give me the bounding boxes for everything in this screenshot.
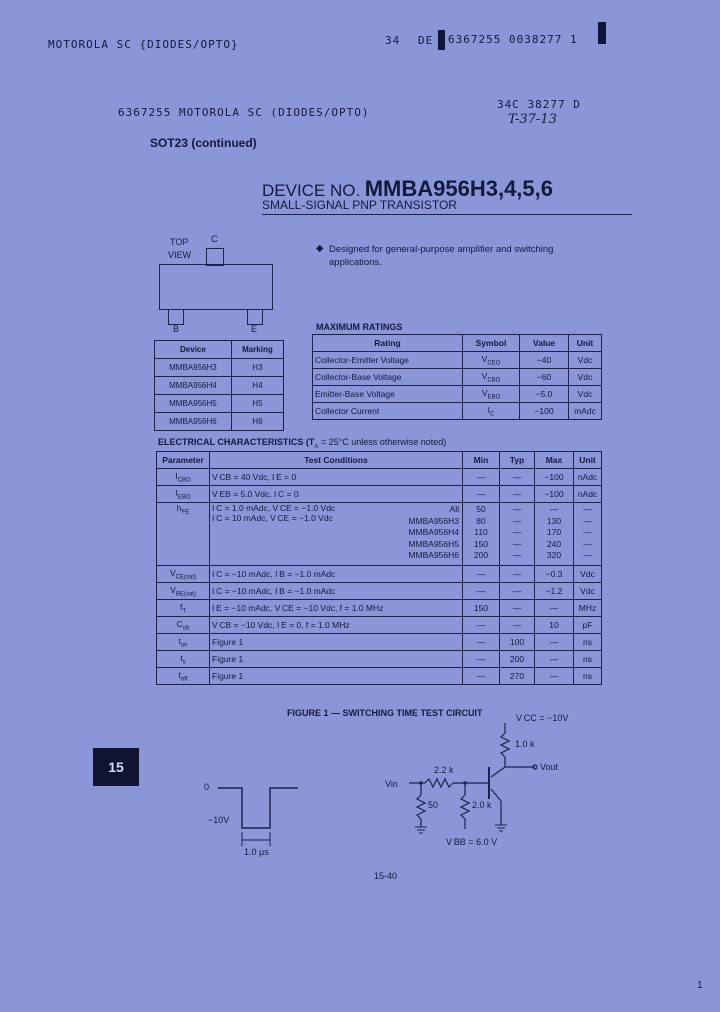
table-row <box>157 651 602 668</box>
condition-cell: V EB = 5.0 Vdc, I C = 0 <box>210 486 463 503</box>
marking-cell: H6 <box>231 413 283 431</box>
unit-cell: ns <box>574 634 602 651</box>
typ-cell: — <box>500 583 535 600</box>
section-label: SOT23 (continued) <box>150 136 257 150</box>
unit-cell: Vdc <box>569 386 602 403</box>
param-cell: $C_{ob}$ <box>157 617 210 634</box>
column-header: Unit <box>569 335 602 352</box>
marking-cell: H3 <box>231 359 283 377</box>
waveform-zero-label: 0 <box>204 782 210 792</box>
header-stamp-line2-right: 34C 38277 D <box>497 98 581 111</box>
table-row <box>157 583 602 600</box>
device-cell: MMBA956H5 <box>155 395 232 413</box>
unit-cell: Vdc <box>569 352 602 369</box>
hfe-label: All <box>449 504 459 514</box>
electrical-title: ELECTRICAL CHARACTERISTICS ($T_A = 25^\circ C$ unless otherwise noted) <box>158 437 447 450</box>
param-cell: $h_{FE}$ <box>157 503 210 566</box>
table-row <box>313 403 602 420</box>
param-cell: $I_{CBO}$ <box>157 469 210 486</box>
hfe-label: MMBA956H5 <box>408 538 459 549</box>
marking-cell: H5 <box>231 395 283 413</box>
typ-cell: 270 <box>500 668 535 685</box>
max-cell: — <box>535 634 574 651</box>
column-header: Rating <box>313 335 463 352</box>
corner-mark: 1 <box>697 980 703 991</box>
table-row <box>313 386 602 403</box>
vbb-label: V BB = 6.0 V <box>446 837 498 847</box>
r2-label: 2.2 k <box>434 765 454 775</box>
column-header: Unit <box>574 452 602 469</box>
hfe-label: MMBA956H4 <box>408 527 459 537</box>
vout-label: Vout <box>540 762 559 772</box>
condition-cell: Figure 1 <box>210 634 463 651</box>
switching-circuit <box>395 715 595 855</box>
typ-cell: 100 <box>500 634 535 651</box>
r1-label: 1.0 k <box>515 739 535 749</box>
ground-icon <box>415 827 427 833</box>
param-cell: $t_{off}$ <box>157 668 210 685</box>
param-cell: $V_{CE(sat)}$ <box>157 566 210 583</box>
top-label: TOP <box>170 237 189 247</box>
min-cell: — <box>463 583 500 600</box>
table-header-row <box>157 452 602 469</box>
symbol-cell: $V_{EBO}$ <box>463 386 520 403</box>
column-header: Test Conditions <box>210 452 463 469</box>
junction-node <box>463 781 467 785</box>
min-cell: — <box>463 566 500 583</box>
page-number: 15-40 <box>374 871 398 881</box>
header-stamp-code: 6367255 0038277 1 <box>448 33 578 46</box>
condition-cell: Figure 1 <box>210 668 463 685</box>
min-cell: 150 <box>463 600 500 617</box>
title-rule <box>262 214 632 215</box>
table-row <box>157 469 602 486</box>
marking-cell: H4 <box>231 377 283 395</box>
min-cell: 50 80 110 150 200 <box>463 503 500 566</box>
condition-cell: I E = −10 mAdc, V CE = −10 Vdc, f = 1.0 MHz <box>210 600 463 617</box>
condition-cell: Figure 1 <box>210 651 463 668</box>
transistor-collector <box>491 767 505 777</box>
r1-resistor <box>501 733 509 757</box>
pulse-trace <box>218 788 298 828</box>
table-row <box>155 377 284 395</box>
condition-cell: I C = −10 mAdc, I B = −1.0 mAdc <box>210 583 463 600</box>
transistor-emitter <box>491 789 501 801</box>
unit-cell: nAdc <box>574 486 602 503</box>
table-row <box>313 369 602 386</box>
device-cell: MMBA956H4 <box>155 377 232 395</box>
column-header: Marking <box>231 341 283 359</box>
max-cell: −0.3 <box>535 566 574 583</box>
unit-cell: Vdc <box>574 566 602 583</box>
table-row <box>155 413 284 431</box>
condition-line: I C = 1.0 mAdc, V CE = −1.0 Vdc <box>212 503 336 513</box>
unit-cell: mAdc <box>569 403 602 420</box>
vin-label: Vin <box>385 779 398 789</box>
unit-cell: Vdc <box>569 369 602 386</box>
marking-table <box>154 340 284 431</box>
pin-e <box>247 309 263 325</box>
table-row <box>157 566 602 583</box>
value-cell: −5.0 <box>520 386 569 403</box>
column-header: Device <box>155 341 232 359</box>
typ-cell: — <box>500 486 535 503</box>
figure-caption: FIGURE 1 — SWITCHING TIME TEST CIRCUIT <box>287 708 483 718</box>
pulse-width-label: 1.0 μs <box>244 847 269 857</box>
unit-cell: ns <box>574 651 602 668</box>
param-cell: $f_T$ <box>157 600 210 617</box>
unit-cell: ns <box>574 668 602 685</box>
symbol-cell: $I_C$ <box>463 403 520 420</box>
condition-cell <box>210 503 463 566</box>
table-row <box>157 486 602 503</box>
symbol-cell: $V_{CEO}$ <box>463 352 520 369</box>
condition-line: I C = 10 mAdc, V CE = −1.0 Vdc <box>212 513 333 523</box>
r3-resistor <box>417 795 425 819</box>
hfe-label: MMBA956H6 <box>408 550 459 560</box>
description-text: Designed for general-purpose amplifier and switching applications. <box>329 244 554 268</box>
header-stamp-de: DE <box>418 34 434 47</box>
typ-cell: — <box>500 469 535 486</box>
pin-c-label: C <box>211 234 218 244</box>
param-cell: $t_s$ <box>157 651 210 668</box>
min-cell: — <box>463 651 500 668</box>
header-mark-bar <box>598 22 606 44</box>
symbol-cell: $V_{CBO}$ <box>463 369 520 386</box>
device-subtitle: SMALL-SIGNAL PNP TRANSISTOR <box>262 198 457 212</box>
r4-resistor <box>461 795 469 819</box>
max-cell: 10 <box>535 617 574 634</box>
min-cell: — <box>463 634 500 651</box>
pin-e-label: E <box>251 324 258 334</box>
unit-cell: pF <box>574 617 602 634</box>
junction-node <box>419 781 423 785</box>
param-cell: $V_{BE(sat)}$ <box>157 583 210 600</box>
table-row <box>313 352 602 369</box>
handwritten-code: T-37-13 <box>508 112 557 127</box>
part-number: MMBA956H3,4,5,6 <box>364 176 554 201</box>
table-row <box>157 668 602 685</box>
table-header-row <box>313 335 602 352</box>
header-stamp-line2: 6367255 MOTOROLA SC (DIODES/OPTO) <box>118 106 370 119</box>
ground-icon <box>495 825 507 831</box>
r4-label: 2.0 k <box>472 800 492 810</box>
value-cell: −60 <box>520 369 569 386</box>
view-label: VIEW <box>168 250 192 260</box>
vcc-label: V CC = −10V <box>516 713 569 723</box>
column-header: Symbol <box>463 335 520 352</box>
value-cell: −40 <box>520 352 569 369</box>
typ-cell: — <box>500 566 535 583</box>
value-cell: −100 <box>520 403 569 420</box>
param-cell: $I_{EBO}$ <box>157 486 210 503</box>
table-row <box>157 600 602 617</box>
table-header-row <box>155 341 284 359</box>
table-row <box>155 395 284 413</box>
rating-cell: Collector-Emitter Voltage <box>313 352 463 369</box>
max-cell: — <box>535 668 574 685</box>
max-ratings-title: MAXIMUM RATINGS <box>316 322 403 332</box>
min-cell: — <box>463 668 500 685</box>
table-row <box>157 634 602 651</box>
device-label: DEVICE NO. <box>262 181 361 200</box>
table-row <box>155 359 284 377</box>
hfe-device-labels <box>408 504 459 562</box>
pin-b-label: B <box>173 324 180 334</box>
r2-resistor <box>425 779 453 787</box>
rating-cell: Collector Current <box>313 403 463 420</box>
hfe-label: MMBA956H3 <box>408 515 459 526</box>
section-tab: 15 <box>93 748 139 786</box>
condition-cell: V CB = −10 Vdc, I E = 0, f = 1.0 MHz <box>210 617 463 634</box>
param-cell: $t_{on}$ <box>157 634 210 651</box>
rating-cell: Collector-Base Voltage <box>313 369 463 386</box>
max-cell: — 130 170 240 320 <box>535 503 574 566</box>
column-header: Parameter <box>157 452 210 469</box>
header-stamp-left: MOTOROLA SC {DIODES/OPTO} <box>48 38 239 51</box>
header-mark-bar <box>438 30 445 50</box>
rating-cell: Emitter-Base Voltage <box>313 386 463 403</box>
max-cell: −1.2 <box>535 583 574 600</box>
unit-cell: — — — — — <box>574 503 602 566</box>
unit-cell: Vdc <box>574 583 602 600</box>
header-stamp-num: 34 <box>385 34 401 47</box>
column-header: Value <box>520 335 569 352</box>
typ-cell: — <box>500 600 535 617</box>
column-header: Min <box>463 452 500 469</box>
column-header: Max <box>535 452 574 469</box>
package-body <box>159 264 273 310</box>
min-cell: — <box>463 617 500 634</box>
typ-cell: 200 <box>500 651 535 668</box>
device-cell: MMBA956H3 <box>155 359 232 377</box>
pin-b <box>168 309 184 325</box>
r3-label: 50 <box>428 800 439 810</box>
table-row <box>157 503 602 566</box>
typ-cell: — — — — — <box>500 503 535 566</box>
max-cell: −100 <box>535 469 574 486</box>
table-row <box>157 617 602 634</box>
min-cell: — <box>463 469 500 486</box>
condition-cell: V CB = 40 Vdc, I E = 0 <box>210 469 463 486</box>
device-cell: MMBA956H6 <box>155 413 232 431</box>
max-cell: — <box>535 651 574 668</box>
waveform-neg-label: −10V <box>208 815 230 825</box>
column-header: Typ <box>500 452 535 469</box>
max-cell: — <box>535 600 574 617</box>
electrical-table <box>156 451 602 685</box>
max-ratings-table <box>312 334 602 420</box>
min-cell: — <box>463 486 500 503</box>
unit-cell: nAdc <box>574 469 602 486</box>
typ-cell: — <box>500 617 535 634</box>
condition-cell: I C = −10 mAdc, I B = −1.0 mAdc <box>210 566 463 583</box>
max-cell: −100 <box>535 486 574 503</box>
bullet-icon: ◆ <box>316 243 324 254</box>
unit-cell: MHz <box>574 600 602 617</box>
